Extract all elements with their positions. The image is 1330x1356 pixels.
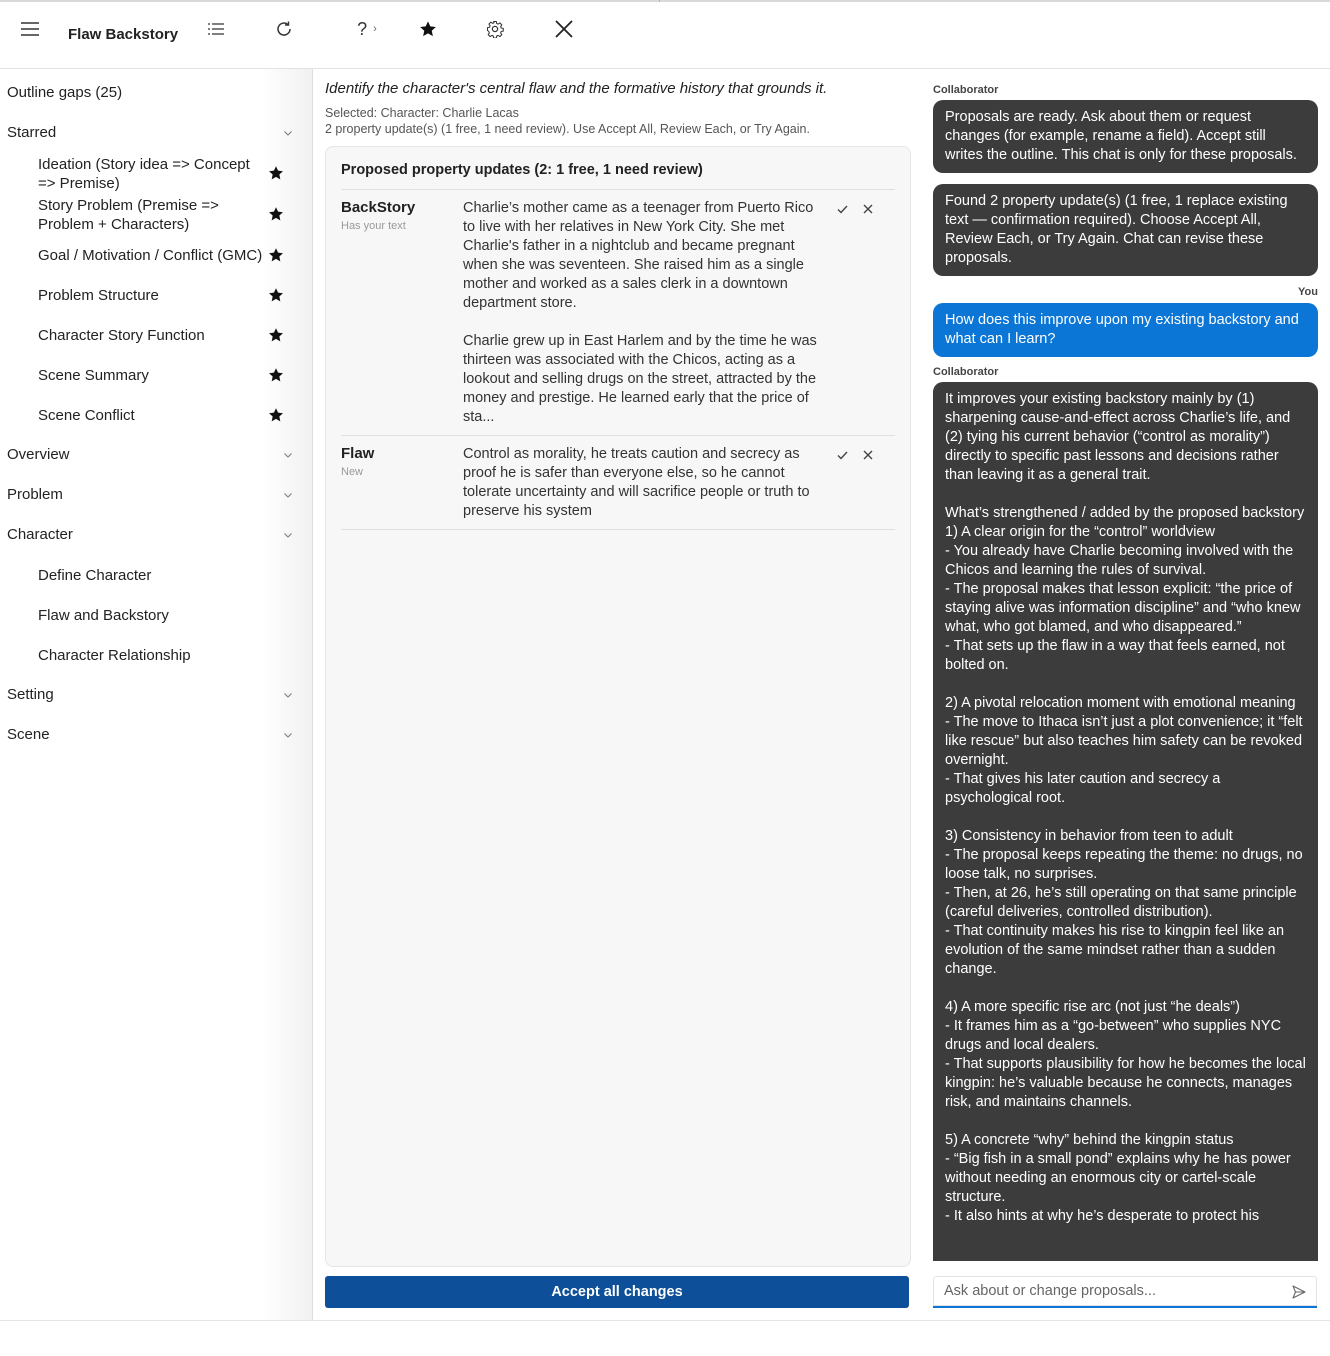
sidebar (0, 69, 313, 1320)
divider (341, 189, 895, 190)
sidebar-section-setting[interactable]: Setting (7, 686, 54, 703)
gear-icon[interactable] (483, 12, 507, 46)
star-icon[interactable] (268, 327, 284, 343)
chevron-down-icon[interactable] (283, 450, 293, 460)
chat-message-collaborator: It improves your existing backstory mainly by (1) sharpening cause-and-effect across Charlie’s life, and (2) tying his current behavior (“control as morality”) directly to specific past lessons and decisions rather than leaving it as a general trait. What’s strengthened / added by the proposed backstory 1) A clear origin for the “control” worldview - You already have Charlie becoming involved with the Chicos and learning the rules of survival. - The proposal makes that lesson explicit: “the price of staying alive was information discipline” and “who knew what, who got blamed, and who disappeared.” - That sets up the flaw in a way that feels earned, not bolted on. 2) A pivotal relocation moment with emotional meaning - The move to Ithaca isn’t just a plot convenience; it “felt like rescue” but also teaches him safety can be revoked overnight. - That gives his later caution and secrecy a psychological root. 3) Consistency in behavior from teen to adult - The proposal keeps repeating the theme: no drugs, no loose talk, no surprises. - Then, at 26, he’s still operating on that same principle (careful deliveries, controlled distribution). - That continuity makes his rise to kingpin feel like an evolution of the same mindset rather than a sudden change. 4) A more specific rise arc (not just “he deals”) - It frames him as a “go-between” who supplies NYC drugs and local dealers. - That supports plausibility for how he becomes the local kingpin: he’s valuable because he connects, manages risk, and maintains channels. 5) A concrete “why” behind the kingpin status - “Big fish in a small pond” explains why he has power without needing an enormous city or cartel-scale structure. - It also hints at why he’s desperate to protect his (933, 382, 1318, 1261)
reject-x-icon[interactable] (861, 448, 875, 462)
sidebar-section-overview[interactable]: Overview (7, 446, 70, 463)
sidebar-section-scene[interactable]: Scene (7, 726, 50, 743)
status-bar (0, 1320, 1330, 1356)
accept-all-button[interactable]: Accept all changes (325, 1276, 909, 1308)
sidebar-item-outline-gaps[interactable]: Outline gaps (25) (7, 84, 123, 101)
proposal-text: Control as morality, he treats caution and secrecy as proof he is safer than everyone else, so he cannot tolerate uncertainty and will sacrifice people or truth to preserve his system (463, 446, 810, 519)
star-icon[interactable] (268, 287, 284, 303)
sidebar-item-ideation[interactable]: Ideation (Story idea => Concept => Premise) (38, 156, 250, 192)
sender-label: You (1298, 286, 1318, 298)
chevron-down-icon[interactable] (283, 690, 293, 700)
star-icon[interactable] (268, 367, 284, 383)
star-icon[interactable] (268, 247, 284, 263)
star-icon[interactable] (268, 206, 284, 222)
selected-character: Selected: Character: Charlie Lacas (325, 106, 519, 120)
chat-message-collaborator: Found 2 property update(s) (1 free, 1 replace existing text — confirmation required). Choose Accept All, Review Each, or Try Again. Chat can revise these proposals. (933, 184, 1318, 276)
accept-check-icon[interactable] (835, 202, 849, 216)
instruction-text: Identify the character's central flaw and the formative history that grounds it. (325, 80, 828, 97)
chevron-down-icon[interactable] (283, 530, 293, 540)
divider (341, 529, 895, 530)
reject-x-icon[interactable] (861, 202, 875, 216)
menu-icon[interactable] (16, 12, 44, 46)
proposal-text: Charlie’s mother came as a teenager from Puerto Rico to live with her relatives in New York City. She met Charlie's father in a nightclub and became pregnant when she was seventeen. She raised him as a single mother and worked as a sales clerk in a downtown department store. Charlie grew up in East Harlem and by the time he was thirteen was associated with the Chicos, acting as a lookout and selling drugs on the street, attracted by the money and prestige. He learned early that the price of sta... (463, 200, 817, 425)
sidebar-item-gmc[interactable]: Goal / Motivation / Conflict (GMC) (38, 247, 263, 264)
sidebar-item-scene-summary[interactable]: Scene Summary (38, 367, 149, 384)
help-icon[interactable]: ? › (357, 18, 377, 39)
refresh-icon[interactable] (271, 12, 297, 46)
chevron-down-icon[interactable] (283, 730, 293, 740)
accept-check-icon[interactable] (835, 448, 849, 462)
sidebar-item-character-relationship[interactable]: Character Relationship (38, 647, 191, 664)
star-icon[interactable] (416, 12, 440, 46)
proposals-title: Proposed property updates (2: 1 free, 1 need review) (341, 162, 703, 178)
star-icon[interactable] (268, 407, 284, 423)
toolbar (0, 2, 1330, 69)
proposals-panel (325, 146, 911, 1267)
sidebar-item-problem-structure[interactable]: Problem Structure (38, 287, 159, 304)
chat-message-collaborator: Proposals are ready. Ask about them or request changes (for example, rename a field). Accept still writes the outline. This chat is only for these proposals. (933, 100, 1318, 173)
list-icon[interactable] (203, 12, 229, 46)
chat-panel (921, 69, 1330, 1320)
proposal-tag: New (341, 466, 364, 478)
sidebar-section-problem[interactable]: Problem (7, 486, 63, 503)
chat-input[interactable] (933, 1276, 1317, 1308)
divider (341, 435, 895, 436)
sidebar-item-character-story-function[interactable]: Character Story Function (38, 327, 205, 344)
proposal-name: Flaw (341, 445, 375, 462)
close-icon[interactable] (552, 12, 576, 46)
chevron-right-icon: › (373, 23, 377, 35)
sidebar-item-story-problem[interactable]: Story Problem (Premise => Problem + Characters) (38, 197, 219, 233)
main-panel (313, 69, 920, 1320)
sender-label: Collaborator (933, 84, 999, 96)
chat-message-user: How does this improve upon my existing backstory and what can I learn? (933, 303, 1318, 357)
sidebar-item-define-character[interactable]: Define Character (38, 567, 152, 584)
sender-label: Collaborator (933, 366, 999, 378)
sidebar-item-scene-conflict[interactable]: Scene Conflict (38, 407, 135, 424)
sidebar-section-starred[interactable]: Starred (7, 124, 57, 141)
sidebar-item-flaw-and-backstory[interactable]: Flaw and Backstory (38, 607, 169, 624)
proposal-name: BackStory (341, 199, 416, 216)
page-title: Flaw Backstory (68, 26, 179, 43)
chevron-down-icon[interactable] (283, 128, 293, 138)
send-icon[interactable] (1291, 1284, 1307, 1300)
proposal-tag: Has your text (341, 220, 406, 232)
proposal-status: 2 property update(s) (1 free, 1 need review). Use Accept All, Review Each, or Try Again. (325, 122, 810, 136)
star-icon[interactable] (268, 165, 284, 181)
sidebar-section-character[interactable]: Character (7, 526, 73, 543)
chevron-down-icon[interactable] (283, 490, 293, 500)
